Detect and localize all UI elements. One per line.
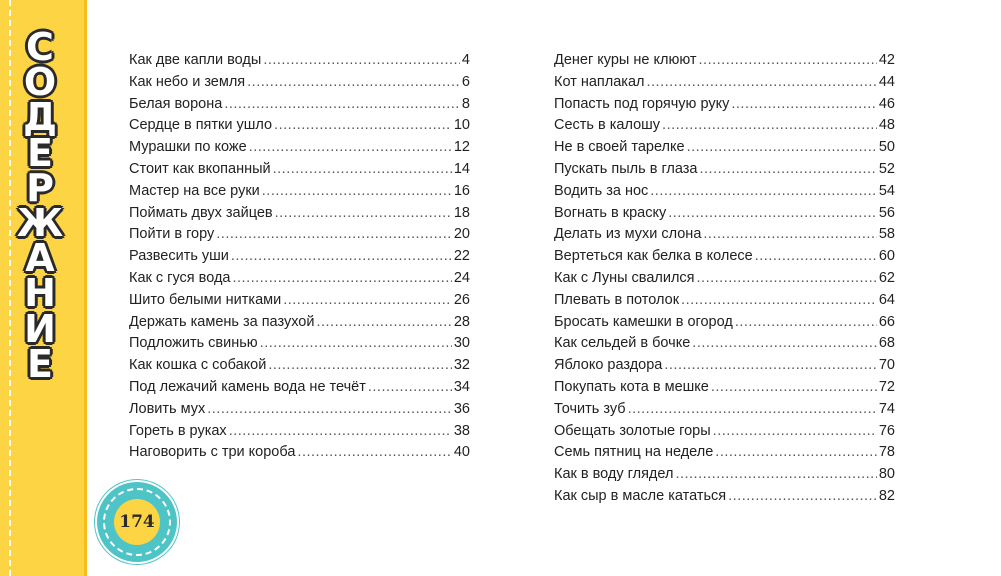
contents-heading (12, 25, 68, 386)
toc-entry-title: Стоит как вкопанный (129, 160, 271, 177)
toc-entry[interactable] (129, 117, 470, 139)
toc-entry[interactable] (554, 96, 895, 118)
toc-entry[interactable] (129, 96, 470, 118)
toc-entry-page: 24 (453, 269, 470, 286)
toc-dot-leader (687, 139, 877, 155)
toc-dot-leader (229, 423, 452, 439)
heading-letter: О (23, 60, 57, 105)
toc-entry-page: 58 (878, 226, 895, 243)
toc-entry-title: Поймать двух зайцев (129, 204, 273, 221)
toc-dot-leader (231, 248, 452, 264)
toc-entry-page: 8 (461, 95, 470, 112)
toc-entry[interactable] (554, 161, 895, 183)
heading-letter: Ж (16, 200, 64, 245)
page-number-badge (97, 482, 177, 562)
toc-entry[interactable] (129, 292, 470, 314)
toc-entry[interactable] (554, 270, 895, 292)
toc-entry-page: 26 (453, 291, 470, 308)
toc-entry[interactable] (554, 466, 895, 488)
heading-letter: Д (23, 95, 57, 140)
toc-entry-title: Попасть под горячую руку (554, 95, 730, 112)
toc-dot-leader (316, 314, 451, 330)
toc-entry-page: 70 (878, 357, 895, 374)
toc-entry-title: Не в своей тарелке (554, 139, 685, 156)
toc-dot-leader (668, 205, 877, 221)
toc-entry-page: 42 (878, 52, 895, 68)
toc-dot-leader (647, 74, 877, 90)
toc-dot-leader (700, 161, 877, 177)
toc-entry-title: Как сельдей в бочке (554, 335, 691, 352)
toc-entry-page: 60 (878, 248, 895, 265)
toc-entry-page: 10 (453, 117, 470, 134)
toc-entry[interactable] (129, 401, 470, 423)
toc-entry-page: 50 (878, 139, 895, 156)
toc-entry-page: 14 (453, 160, 470, 177)
toc-entry[interactable] (554, 292, 895, 314)
toc-entry-title: Как две капли воды (129, 52, 262, 68)
toc-entry-title: Шито белыми нитками (129, 291, 282, 308)
toc-entry-title: Мастер на все руки (129, 182, 260, 199)
toc-entry-title: Яблоко раздора (554, 357, 663, 374)
toc-dot-leader (224, 96, 460, 112)
side-band (0, 0, 87, 576)
toc-dot-leader (731, 96, 876, 112)
toc-dot-leader (681, 292, 877, 308)
heading-letter: И (24, 306, 56, 351)
toc-entry-title: Под лежачий камень вода не течёт (129, 378, 366, 395)
toc-entry[interactable] (129, 248, 470, 270)
toc-entry[interactable] (554, 248, 895, 270)
toc-entry-title: Как с Луны свалился (554, 269, 695, 286)
toc-entry-page: 80 (878, 466, 895, 483)
toc-entry-page: 46 (878, 95, 895, 112)
toc-entry-title: Пускать пыль в глаза (554, 160, 698, 177)
toc-entry-page: 62 (878, 269, 895, 286)
toc-dot-leader (703, 226, 876, 242)
toc-dot-leader (675, 466, 876, 482)
toc-entry[interactable] (554, 488, 895, 510)
toc-entry[interactable] (554, 444, 895, 466)
heading-letter: С (26, 25, 54, 69)
toc-entry-title: Белая ворона (129, 95, 223, 112)
toc-entry-title: Сердце в пятки ушло (129, 117, 273, 134)
toc-entry-title: Как с гуся вода (129, 269, 231, 286)
toc-entry[interactable] (554, 117, 895, 139)
toc-entry-title: Делать из мухи слона (554, 226, 702, 243)
toc-dot-leader (699, 52, 877, 68)
toc-entry[interactable] (554, 401, 895, 423)
toc-entry[interactable] (129, 205, 470, 227)
toc-entry-page: 82 (878, 487, 895, 504)
toc-entry-title: Денег куры не клюют (554, 52, 697, 68)
toc-entry-page: 16 (453, 182, 470, 199)
toc-entry[interactable] (554, 314, 895, 336)
toc-column-right (554, 52, 895, 510)
toc-dot-leader (735, 314, 877, 330)
page-number-badge-center (114, 499, 160, 545)
toc-entry-title: Мурашки по коже (129, 139, 247, 156)
toc-entry[interactable] (129, 335, 470, 357)
heading-letter: Н (24, 271, 56, 316)
page-number: 174 (119, 512, 155, 532)
toc-dot-leader (232, 270, 451, 286)
toc-entry-title: Ловить мух (129, 400, 206, 417)
toc-dot-leader (262, 183, 452, 199)
toc-dot-leader (713, 423, 877, 439)
toc-entry-page: 32 (453, 357, 470, 374)
toc-entry-title: Как в воду глядел (554, 466, 674, 483)
toc-entry-page: 68 (878, 335, 895, 352)
toc-entry[interactable] (129, 357, 470, 379)
toc-entry-page: 56 (878, 204, 895, 221)
toc-entry-page: 54 (878, 182, 895, 199)
toc-entry[interactable] (129, 444, 470, 466)
toc-entry[interactable] (129, 74, 470, 96)
toc-entry-title: Как небо и земля (129, 73, 246, 90)
toc-entry-title: Наговорить с три короба (129, 444, 296, 461)
toc-entry-title: Покупать кота в мешке (554, 378, 709, 395)
toc-dot-leader (274, 117, 452, 133)
toc-dot-leader (728, 488, 877, 504)
toc-entry[interactable] (554, 226, 895, 248)
toc-entry-title: Семь пятниц на неделе (554, 444, 714, 461)
toc-entry-title: Кот наплакал (554, 73, 645, 90)
toc-entry[interactable] (129, 161, 470, 183)
toc-dot-leader (273, 161, 452, 177)
toc-entry-page: 76 (878, 422, 895, 439)
toc-entry-title: Как сыр в масле кататься (554, 487, 727, 504)
toc-entry[interactable] (129, 423, 470, 445)
toc-entry-title: Пойти в гору (129, 226, 215, 243)
toc-entry-page: 12 (453, 139, 470, 156)
toc-entry-page: 28 (453, 313, 470, 330)
toc-entry[interactable] (129, 52, 470, 74)
heading-letter: Е (27, 341, 53, 386)
toc-entry[interactable] (554, 139, 895, 161)
heading-letter: А (25, 236, 55, 281)
toc-entry[interactable] (554, 74, 895, 96)
toc-entry-page: 20 (453, 226, 470, 243)
stitch-line (9, 0, 11, 576)
toc-dot-leader (692, 335, 877, 351)
toc-entry-page: 34 (453, 378, 470, 395)
toc-entry[interactable] (554, 52, 895, 74)
toc-dot-leader (247, 74, 460, 90)
toc-entry-page: 78 (878, 444, 895, 461)
toc-entry-page: 30 (453, 335, 470, 352)
toc-dot-leader (249, 139, 452, 155)
toc-dot-leader (650, 183, 877, 199)
toc-dot-leader (368, 379, 452, 395)
toc-entry-title: Вертеться как белка в колесе (554, 248, 753, 265)
toc-entry-page: 6 (461, 73, 470, 90)
toc-entry[interactable] (554, 423, 895, 445)
toc-entry-page: 74 (878, 400, 895, 417)
toc-entry-page: 44 (878, 73, 895, 90)
toc-dot-leader (755, 248, 877, 264)
toc-dot-leader (207, 401, 452, 417)
toc-entry[interactable] (129, 314, 470, 336)
toc-dot-leader (697, 270, 877, 286)
toc-dot-leader (283, 292, 452, 308)
toc-entry[interactable] (554, 379, 895, 401)
toc-entry-page: 40 (453, 444, 470, 461)
toc-entry-title: Бросать камешки в огород (554, 313, 733, 330)
toc-entry-page: 4 (461, 52, 470, 68)
toc-entry-page: 72 (878, 378, 895, 395)
toc-entry-title: Обещать золотые горы (554, 422, 711, 439)
heading-letter: Р (26, 165, 54, 210)
toc-entry[interactable] (554, 183, 895, 205)
toc-entry-title: Гореть в руках (129, 422, 227, 439)
toc-entry-title: Подложить свинью (129, 335, 258, 352)
toc-dot-leader (715, 444, 877, 460)
toc-dot-leader (628, 401, 877, 417)
heading-letter: Е (27, 130, 53, 175)
toc-dot-leader (260, 335, 452, 351)
toc-dot-leader (216, 226, 452, 242)
toc-entry-title: Сесть в калошу (554, 117, 661, 134)
toc-entry-page: 38 (453, 422, 470, 439)
toc-entry[interactable] (554, 205, 895, 227)
toc-entry[interactable] (129, 183, 470, 205)
toc-dot-leader (275, 205, 452, 221)
toc-entry[interactable] (129, 270, 470, 292)
toc-entry-page: 48 (878, 117, 895, 134)
toc-entry-page: 52 (878, 160, 895, 177)
toc-entry-title: Как кошка с собакой (129, 357, 267, 374)
toc-dot-leader (664, 357, 876, 373)
toc-entry[interactable] (129, 226, 470, 248)
toc-dot-leader (297, 444, 451, 460)
toc-dot-leader (662, 117, 877, 133)
toc-column-left (129, 52, 470, 466)
toc-dot-leader (711, 379, 877, 395)
toc-entry-title: Точить зуб (554, 400, 626, 417)
toc-entry-title: Держать камень за пазухой (129, 313, 315, 330)
toc-entry-title: Вогнать в краску (554, 204, 667, 221)
toc-entry-title: Развесить уши (129, 248, 229, 265)
toc-entry-title: Плевать в потолок (554, 291, 680, 308)
toc-entry-page: 22 (453, 248, 470, 265)
toc-entry-page: 36 (453, 400, 470, 417)
toc-entry-title: Водить за нос (554, 182, 649, 199)
toc-entry-page: 64 (878, 291, 895, 308)
toc-entry-page: 66 (878, 313, 895, 330)
toc-entry[interactable] (554, 335, 895, 357)
toc-entry[interactable] (129, 139, 470, 161)
toc-entry[interactable] (129, 379, 470, 401)
toc-entry[interactable] (554, 357, 895, 379)
toc-dot-leader (263, 52, 460, 68)
toc-dot-leader (268, 357, 452, 373)
toc-entry-page: 18 (453, 204, 470, 221)
